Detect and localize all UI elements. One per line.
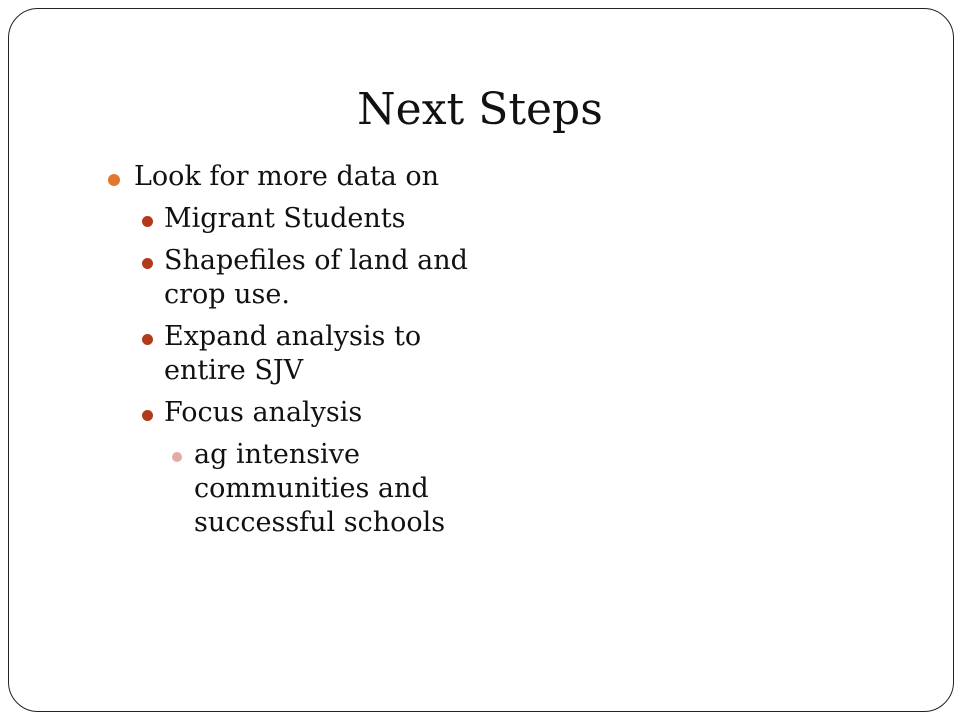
bullet-dot-icon <box>142 334 153 345</box>
bullet-text: Shapefiles of land and crop use. <box>164 245 468 310</box>
slide-title: Next Steps <box>357 84 603 135</box>
bullet-dot-icon <box>108 174 120 186</box>
list-item <box>100 244 474 312</box>
bullet-dot-icon <box>142 216 153 227</box>
bullet-text: ag intensive communities and successful schools <box>194 439 446 538</box>
bullet-dot-icon <box>142 410 153 421</box>
list-item <box>100 202 474 236</box>
bullet-text: Migrant Students <box>164 203 406 234</box>
bullet-text: Look for more data on <box>134 161 440 192</box>
list-item <box>100 320 474 388</box>
bullet-text: Focus analysis <box>164 397 363 428</box>
bullet-dot-icon <box>142 258 153 269</box>
bullet-text: Expand analysis to entire SJV <box>164 321 422 386</box>
bullet-dot-icon <box>172 452 182 462</box>
list-item <box>100 160 520 194</box>
bullet-list <box>100 160 520 540</box>
list-item <box>100 438 474 540</box>
list-item <box>100 396 474 430</box>
